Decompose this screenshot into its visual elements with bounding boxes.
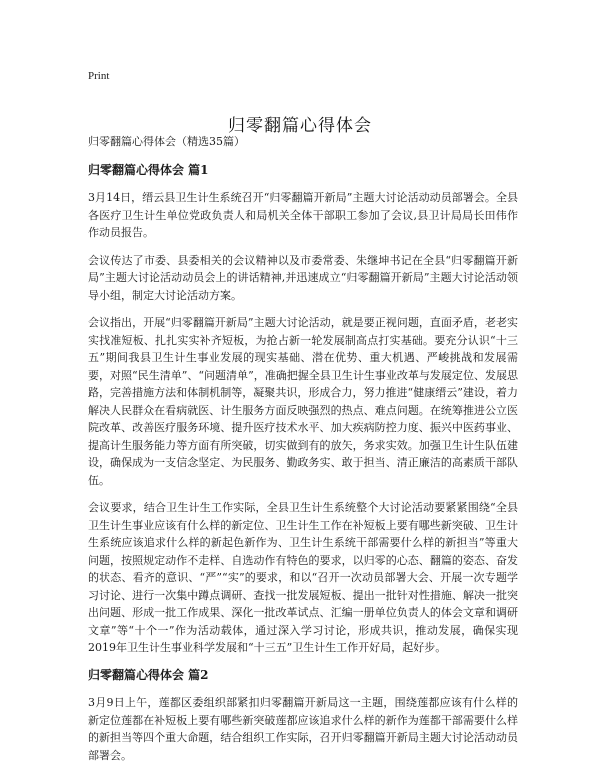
- document-subtitle: 归零翻篇心得体会（精选35篇）: [88, 135, 245, 148]
- page-title: 归零翻篇心得体会: [228, 116, 372, 137]
- print-link[interactable]: Print: [88, 70, 110, 82]
- section-1-paragraph-1: 3月14日，缙云县卫生计生系统召开“归零翻篇开新局”主题大讨论活动动员部署会。全县各医疗卫生计生单位党政负责人和局机关全体干部职工参加了会议,县卫计局局长田伟作作动员报告。: [88, 191, 518, 239]
- section-1-paragraph-4: 会议要求，结合卫生计生工作实际，全县卫生计生系统整个大讨论活动要紧紧围绕“全县卫生计生事业应该有什么样的新定位、卫生计生工作在补短板上要有哪些新突破、卫生计生系统应该追求什么样的新起色新作为、卫生计生系统干部需要什么样的新担当”等重大问题，按照规定动作不走样、自选动作有特色的要求，以归零的心态、翻篇的姿态、奋发的状态、看齐的意识、“严”“实”的要求，和以“召开一次动员部署大会、开展一次专题学习讨论、进行一次集中蹲点调研、查找一批发展短板、提出一批针对性措施、解决一批突出问题、形成一批工作成果、深化一批改革试点、汇编一册单位负责人的体会文章和调研文章”等“十个一”作为活动载体，通过深入学习讨论，形成共识，推动发展，确保实现2019年卫生计生事业科学发展和“十三五”卫生计生工作开好局，起好步。: [88, 501, 518, 654]
- section-heading-2: 归零翻篇心得体会 篇2: [88, 667, 209, 682]
- section-heading-1: 归零翻篇心得体会 篇1: [88, 162, 209, 177]
- section-2-paragraph-1: 3月9日上午，莲都区委组织部紧扣归零翻篇开新局这一主题，围绕莲都应该有什么样的新定位莲都在补短板上要有哪些新突破莲都应该追求什么样的新作为莲都干部需要什么样的新担当等四个重大命题，结合组织工作实际，召开归零翻篇开新局主题大讨论活动动员部署会。: [88, 696, 518, 762]
- section-1-paragraph-3: 会议指出，开展“归零翻篇开新局”主题大讨论活动，就是要正视问题，直面矛盾，老老实实找准短板、扎扎实实补齐短板，为抢占新一轮发展制高点打实基础。要充分认识“十三五”期间我县卫生计生事业发展的现实基础、潜在优势、重大机遇、严峻挑战和发展需要，对照“民生清单”、“问题清单”，准确把握全县卫生计生事业改革与发展定位、发展思路，完善措施方法和体制机制等，凝聚共识，形成合力，努力推进“健康缙云”建设，着力解决人民群众在看病就医、计生服务方面反映强烈的热点、难点问题。在统筹推进公立医院改革、改善医疗服务环境、提升医疗技术水平、加大疾病防控力度、振兴中医药事业、提高计生服务能力等方面有所突破，切实做到有的放矢，务求实效。加强卫生计生队伍建设，确保成为一支信念坚定、为民服务、勤政务实、敢于担当、清正廉洁的高素质干部队伍。: [88, 316, 518, 487]
- document-body: [88, 133, 518, 774]
- section-1-paragraph-2: 会议传达了市委、县委相关的会议精神以及市委常委、朱继坤书记在全县“归零翻篇开新局”主题大讨论活动动员会上的讲话精神,并迅速成立“归零翻篇开新局”主题大讨论活动领导小组，制定大讨论活动方案。: [88, 253, 518, 302]
